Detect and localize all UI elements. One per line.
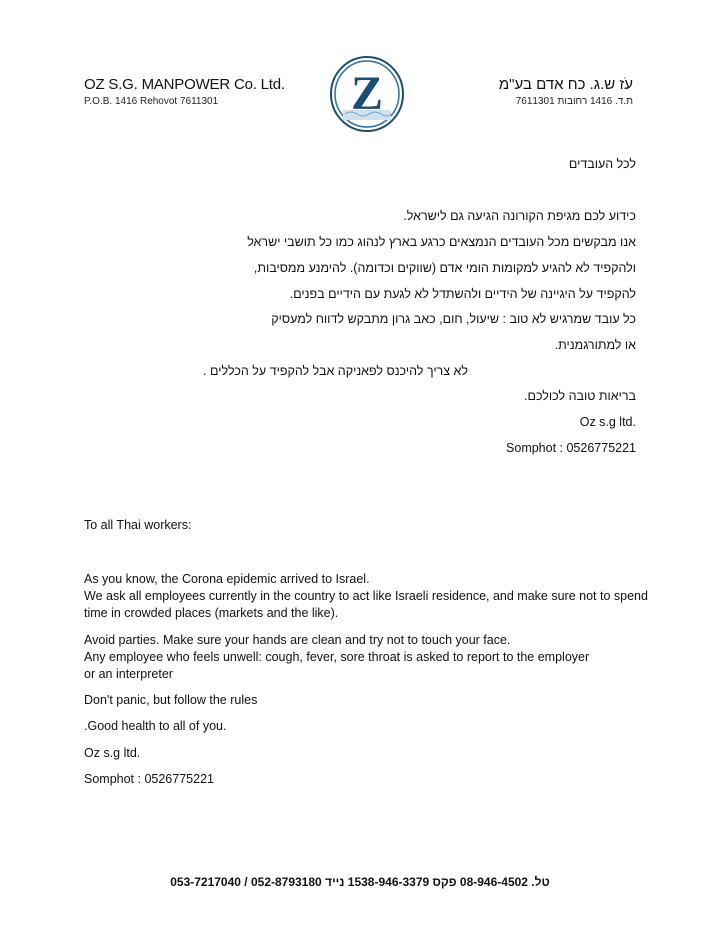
english-line: .Good health to all of you. <box>84 719 227 733</box>
english-line: Don't panic, but follow the rules <box>84 693 258 707</box>
english-greeting: To all Thai workers: <box>84 518 192 532</box>
company-address-he: ת.ד. 1416 רחובות 7611301 <box>515 96 633 107</box>
company-address-en: P.O.B. 1416 Rehovot 7611301 <box>84 96 219 107</box>
hebrew-line: ולהקפיד לא להגיע למקומות הומי אדם (שווקים וכדומה). להימנע ממסיבות, <box>253 261 636 275</box>
hebrew-phone: Somphot : 0526775221 <box>506 441 636 455</box>
hebrew-line: לא צריך להיכנס לפאניקה אבל להקפיד על הכללים . <box>203 364 468 378</box>
hebrew-signature: Oz s.g ltd. <box>579 415 636 429</box>
english-line: Any employee who feels unwell: cough, fever, sore throat is asked to report to the employer <box>84 650 590 664</box>
footer-contact: טל. 08-946-4502 פקס 1538-946-3379 נייד 052-8793180 / 053-7217040 <box>170 875 550 889</box>
hebrew-line: כל עובד שמרגיש לא טוב : שיעול, חום, כאב גרון מתבקש לדווח למעסיק <box>271 312 636 326</box>
hebrew-line: או למתורגמנית. <box>554 338 636 352</box>
english-line: As you know, the Corona epidemic arrived to Israel. <box>84 572 370 586</box>
hebrew-line: להקפיד על היגיינה של הידיים ולהשתדל לא לגעת עם הידיים בפנים. <box>289 287 636 301</box>
english-line: We ask all employees currently in the country to act like Israeli residence, and make sure not to spend <box>84 589 648 603</box>
hebrew-greeting: לכל העובדים <box>568 157 636 171</box>
company-name-he: עֹז ש.ג. כח אדם בע"מ <box>498 76 633 93</box>
oz-z-logo-icon <box>329 56 405 132</box>
company-name-en: OZ S.G. MANPOWER Co. Ltd. <box>84 76 285 93</box>
logo-letter: Z <box>350 67 384 120</box>
english-line: Avoid parties. Make sure your hands are clean and try not to touch your face. <box>84 633 511 647</box>
english-line: time in crowded places (markets and the like). <box>84 606 339 620</box>
hebrew-line: אנו מבקשים מכל העובדים הנמצאים כרגע בארץ לנהוג כמו כל תושבי ישראל <box>247 235 636 249</box>
hebrew-line: כידוע לכם מגיפת הקורונה הגיעה גם לישראל. <box>403 209 636 223</box>
english-signature: Oz s.g ltd. <box>84 746 141 760</box>
english-line: or an interpreter <box>84 667 173 681</box>
hebrew-line: בריאות טובה לכולכם. <box>524 389 636 403</box>
english-phone: Somphot : 0526775221 <box>84 772 214 786</box>
